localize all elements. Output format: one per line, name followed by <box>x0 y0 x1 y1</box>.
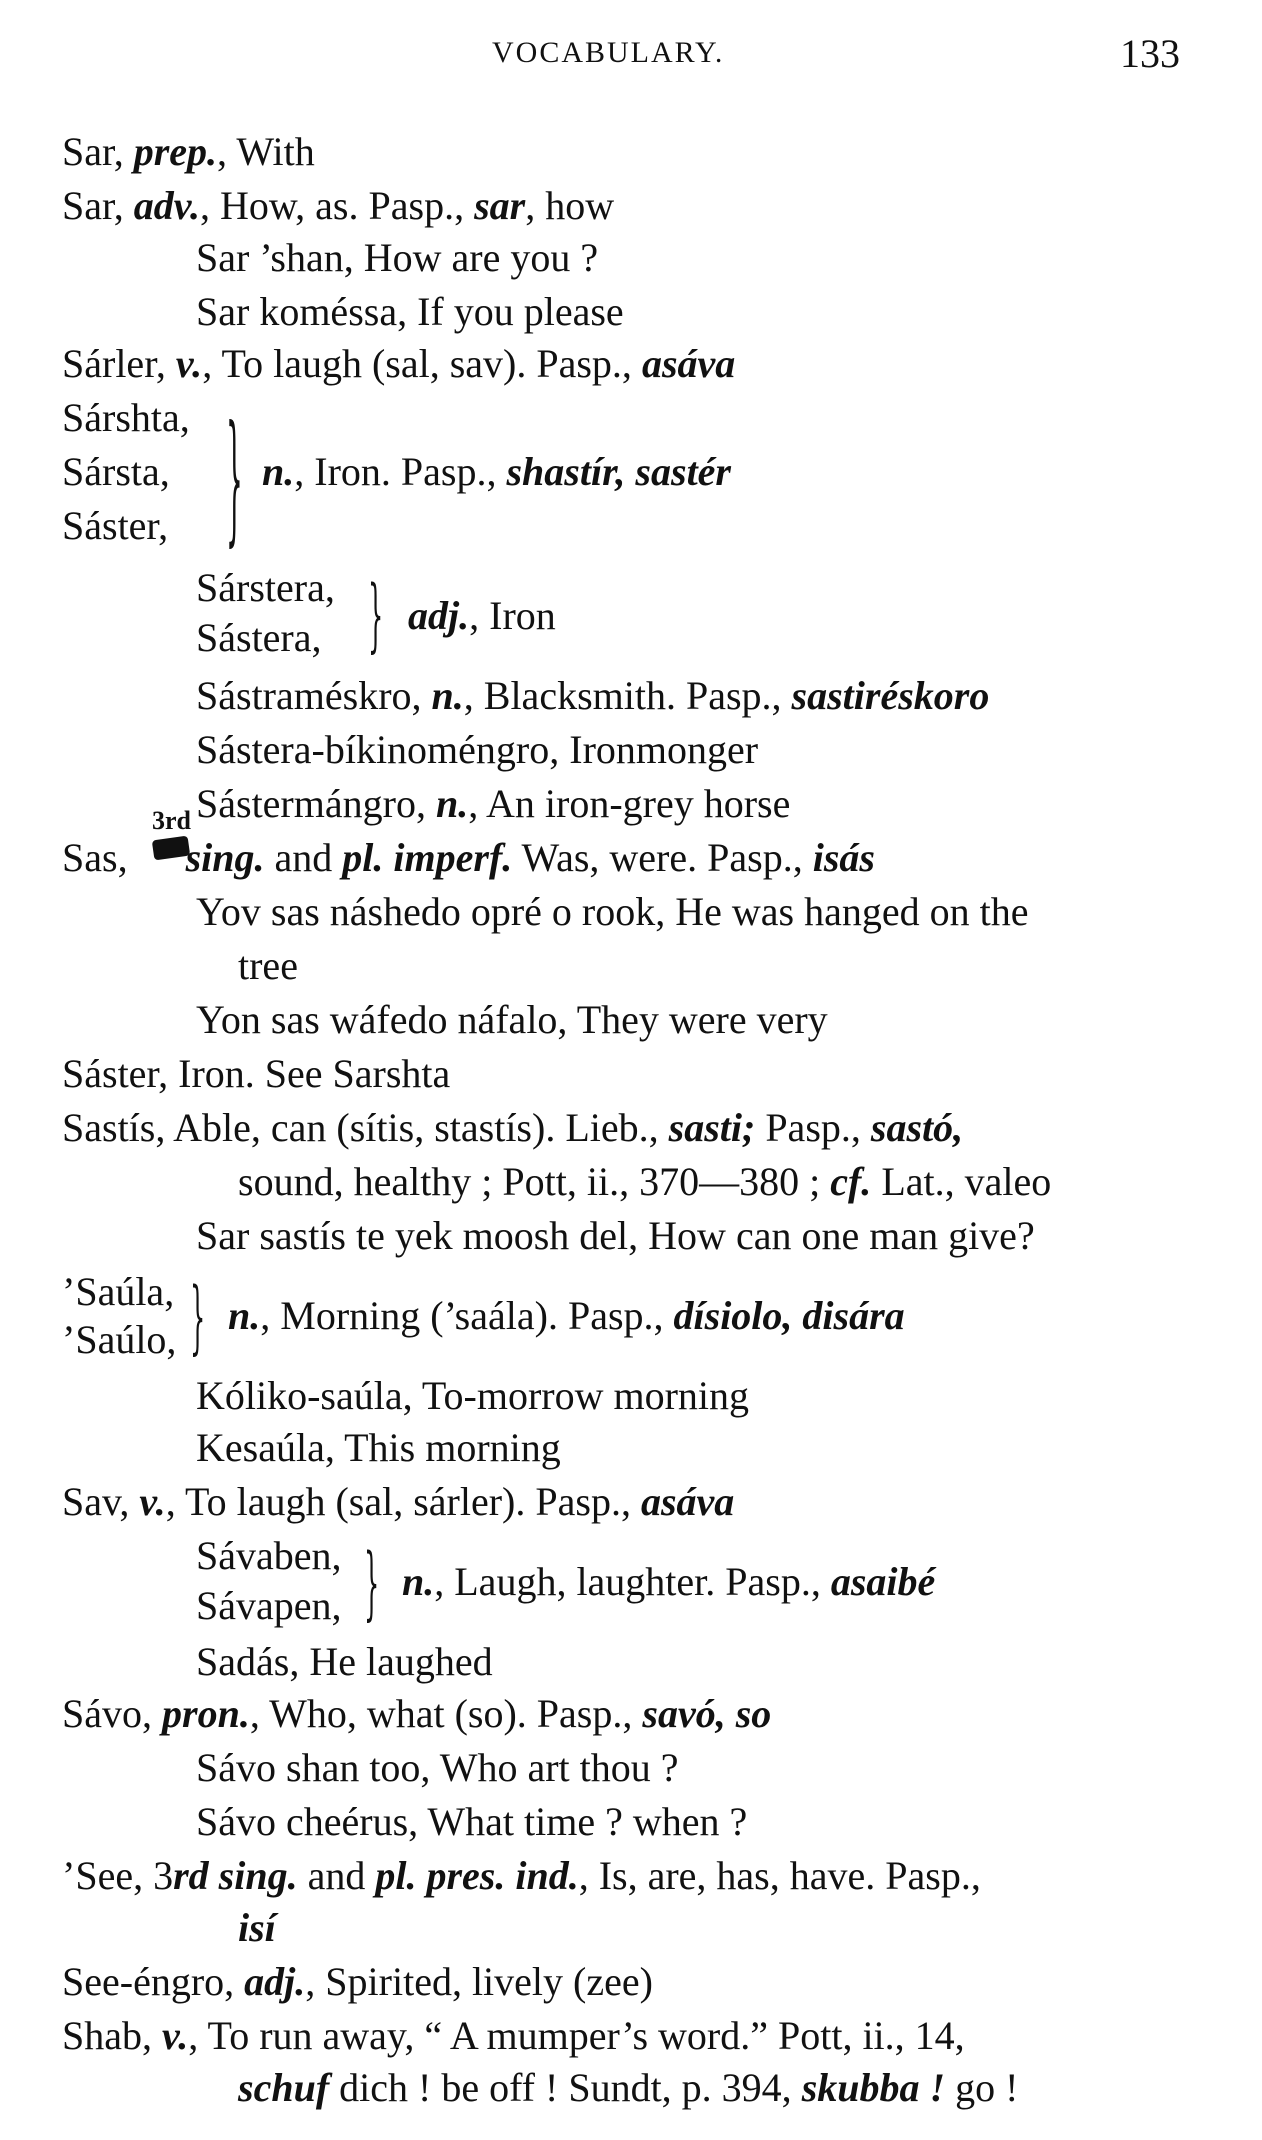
curly-brace: } <box>368 570 384 662</box>
headword-savapen: Sávapen, <box>196 1583 342 1628</box>
headword-saulo: ’Saúlo, <box>62 1317 177 1362</box>
sarstera-definition: adj., Iron <box>408 593 556 638</box>
subentry-sastrameskro: Sástraméskro, n., Blacksmith. Pasp., sastiréskoro <box>196 673 990 718</box>
curly-brace: } <box>364 1538 380 1630</box>
entry-see-engro: See-éngro, adj., Spirited, lively (zee) <box>62 1959 653 2004</box>
subentry-koliko-saula: Kóliko-saúla, To-morrow morning <box>196 1373 750 1418</box>
headword-saster: Sáster, <box>62 503 169 548</box>
subentry-yon-sas: Yon sas wáfedo náfalo, They were very <box>196 997 828 1042</box>
headword-savaben: Sávaben, <box>196 1533 342 1578</box>
sarshta-definition: n., Iron. Pasp., shastír, sastér <box>262 449 731 494</box>
subentry-sar-sastis: Sar sastís te yek moosh del, How can one man give? <box>196 1213 1035 1258</box>
running-title: VOCABULARY. <box>492 36 725 69</box>
curly-brace: } <box>190 1272 206 1364</box>
entry-savo: Sávo, pron., Who, what (so). Pasp., savó, so <box>62 1691 772 1736</box>
page-header <box>0 30 1262 80</box>
subentry-sar-shan: Sar ’shan, How are you ? <box>196 235 599 280</box>
entry-sarler: Sárler, v., To laugh (sal, sav). Pasp., asáva <box>62 341 736 386</box>
entry-sar-adv: Sar, adv., How, as. Pasp., sar, how <box>62 183 615 228</box>
entry-saster-see: Sáster, Iron. See Sarshta <box>62 1051 451 1096</box>
savaben-definition: n., Laugh, laughter. Pasp., asaibé <box>402 1559 936 1604</box>
saula-definition: n., Morning (’saála). Pasp., dísiolo, disára <box>228 1293 905 1338</box>
page-number: 133 <box>1120 31 1180 76</box>
entry-sastis: Sastís, Able, can (sítis, stastís). Lieb., sasti; Pasp., sastó, <box>62 1105 964 1150</box>
curly-brace: } <box>226 398 243 562</box>
headword-sarstera: Sárstera, <box>196 565 335 610</box>
headword-sarsta: Sársta, <box>62 449 170 494</box>
subentry-yov-sas-cont: tree <box>238 943 298 988</box>
entry-sar-prep: Sar, prep., With <box>62 129 315 174</box>
entry-sastis-cont: sound, healthy ; Pott, ii., 370—380 ; cf. Lat., valeo <box>238 1159 1052 1204</box>
entry-sas: Sas, sing. and pl. imperf. Was, were. Pasp., isás <box>62 835 875 880</box>
subentry-kesaula: Kesaúla, This morning <box>196 1425 561 1470</box>
headword-saula: ’Saúla, <box>62 1269 175 1314</box>
entry-shab-cont: schuf dich ! be off ! Sundt, p. 394, skubba ! go ! <box>238 2065 1019 2110</box>
headword-sarshta: Sárshta, <box>62 395 190 440</box>
subentry-sastera-bikinomengro: Sástera-bíkinoméngro, Ironmonger <box>196 727 759 772</box>
handwritten-annotation: 3rd <box>152 806 191 835</box>
subentry-yov-sas: Yov sas náshedo opré o rook, He was hanged on the <box>196 889 1029 934</box>
subentry-sar-komessa: Sar koméssa, If you please <box>196 289 624 334</box>
entry-shab: Shab, v., To run away, “ A mumper’s word.” Pott, ii., 14, <box>62 2013 965 2058</box>
entry-see: ’See, 3rd sing. and pl. pres. ind., Is, are, has, have. Pasp., <box>62 1853 981 1898</box>
subentry-savo-shan: Sávo shan too, Who art thou ? <box>196 1745 679 1790</box>
entry-sav: Sav, v., To laugh (sal, sárler). Pasp., asáva <box>62 1479 735 1524</box>
subentry-savo-cheerus: Sávo cheérus, What time ? when ? <box>196 1799 748 1844</box>
subentry-sastermangro: Sástermángro, n., An iron-grey horse <box>196 781 791 826</box>
entry-see-cont: isí <box>238 1905 276 1950</box>
headword-sastera: Sástera, <box>196 615 322 660</box>
subentry-sadas: Sadás, He laughed <box>196 1639 493 1684</box>
